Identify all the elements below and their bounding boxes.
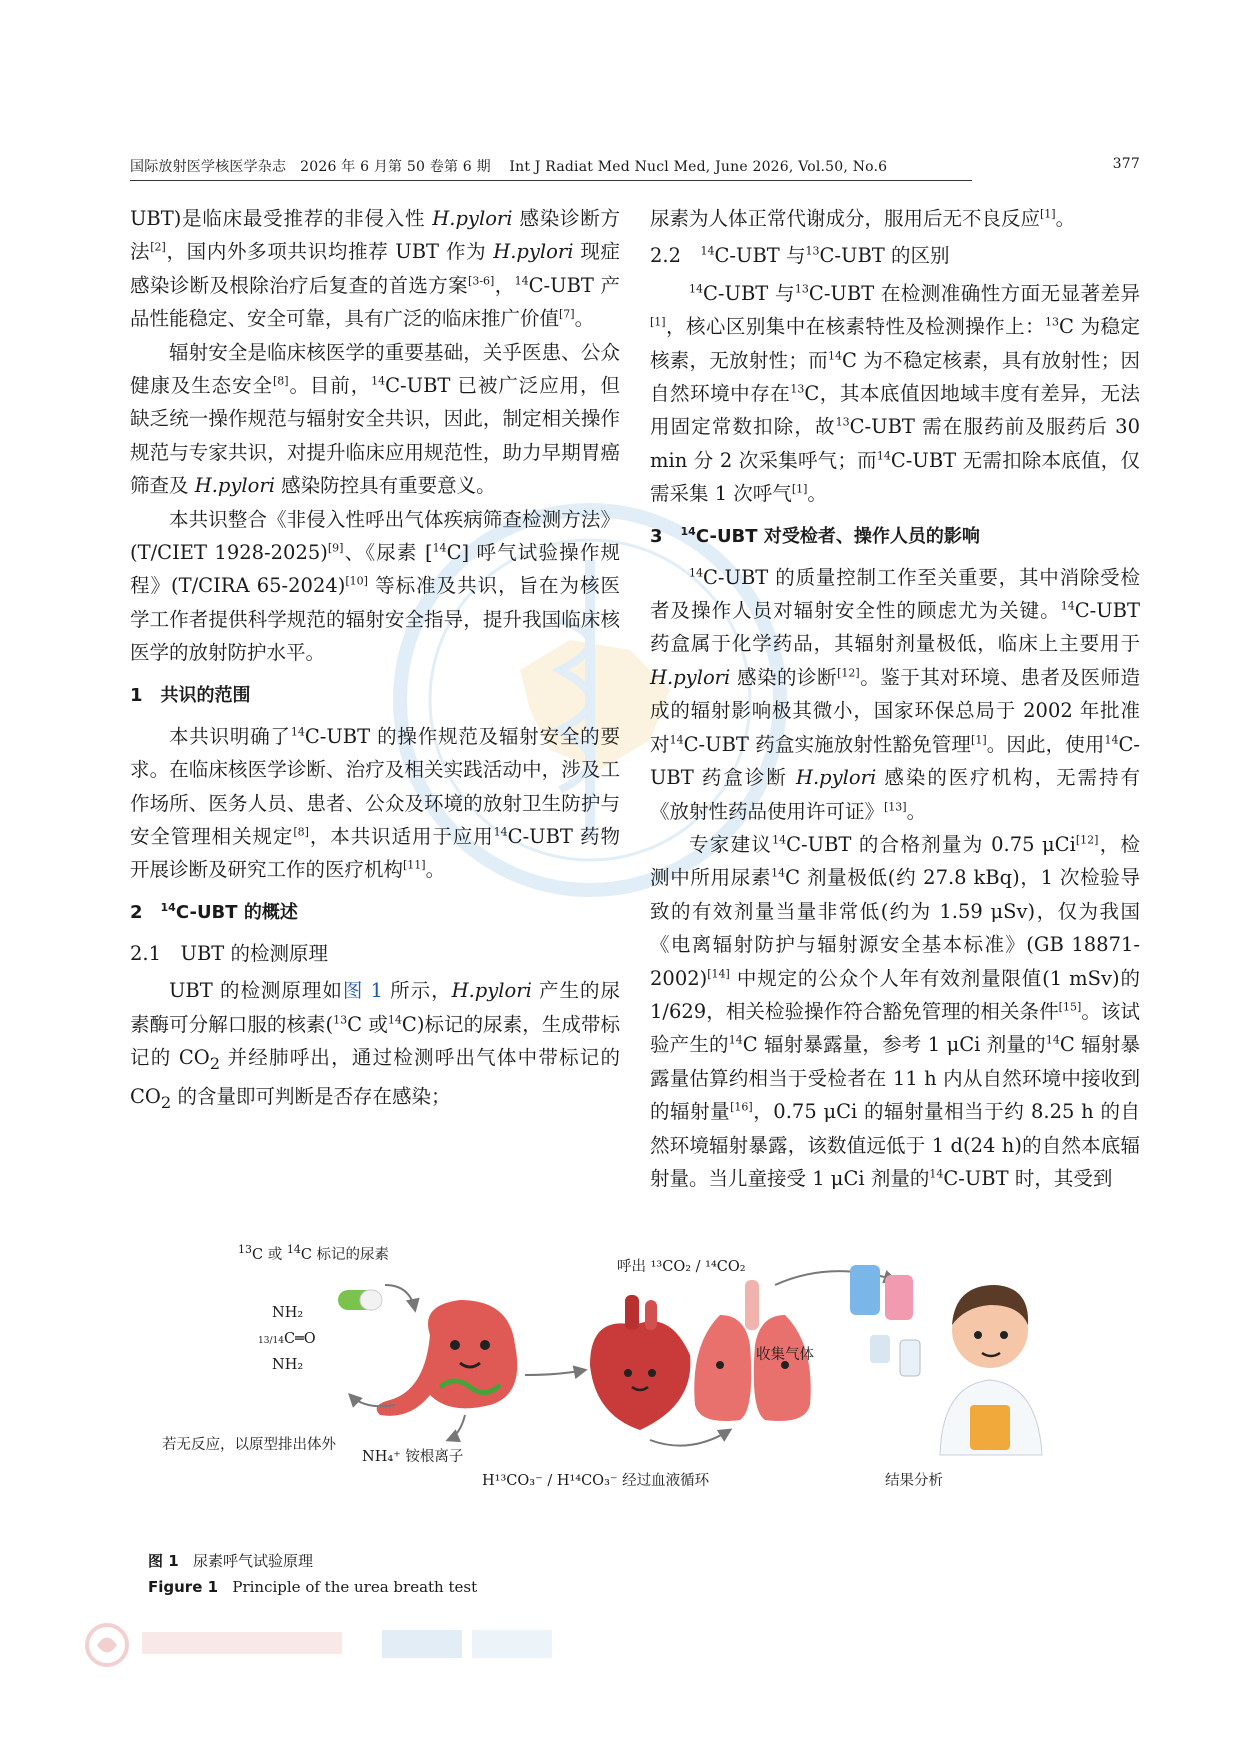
figure-label-excreted: 若无反应，以原型排出体外 <box>162 1437 336 1453</box>
citation[interactable]: [14] <box>707 967 730 981</box>
section-heading: 1 共识的范围 <box>130 684 251 706</box>
citation[interactable]: [15] <box>1058 1000 1082 1014</box>
running-header <box>130 156 1140 178</box>
figure-label-collect: 收集气体 <box>756 1347 814 1363</box>
paragraph: 专家建议$^{14}$C-UBT 的合格剂量为 0.75 μCi[12]，检测中所用尿素$^{14}$C 剂量极低(约 27.8 kBq)，1 次检验导致的有效剂量当量非常低(约为 1.59 μSv)，仅为我国《电离辐射防护与辐射源安全基本标准》(GB 18871-2002)[14] 中规定的公众个人年有效剂量限值(1 mSv)的 1/629，相关检验操作符合豁免管理的相关条件[15]。该试验产生的$^{14}$C 辐射暴露量，参考 1 μCi 剂量的$^{14}$C 辐射暴露量估算约相当于受检者在 11 h 内从自然环境中接收到的辐射量[16]，0.75 μCi 的辐射量相当于约 8.25 h 的自然环境辐射暴露，该数值远低于 1 d(24 h)的自然本底辐射量。当儿童接受 1 μCi 剂量的$^{14}$C-UBT 时，其受到 <box>650 832 1140 1190</box>
citation[interactable]: [16] <box>730 1100 753 1114</box>
doctor-icon <box>940 1285 1042 1455</box>
citation[interactable]: [9] <box>327 541 344 555</box>
page-number: 377 <box>1112 156 1140 172</box>
publisher-logo <box>82 1620 562 1670</box>
subsection-heading: 2.2 $^{14}$C-UBT 与$^{13}$C-UBT 的区别 <box>650 244 950 268</box>
heart-icon <box>590 1295 690 1430</box>
urea-formula-nh2-bottom: NH₂ <box>272 1357 304 1373</box>
capsule-icon <box>338 1290 382 1310</box>
figure-caption-cn: 图 1 尿素呼气试验原理 <box>148 1552 313 1570</box>
breath-bag-icon <box>850 1265 920 1376</box>
paragraph: $^{14}$C-UBT 的质量控制工作至关重要，其中消除受检者及操作人员对辐射安全性的顾虑尤为关键。$^{14}$C-UBT 药盒属于化学药品，其辐射剂量极低，临床上主要用于 H.pylori 感染的诊断[12]。鉴于其对环境、患者及医师造成的辐射影响极其微小，国家环保总局于 2002 年批准对$^{14}$C-UBT 药盒实施放射性豁免管理[1]。因此，使用$^{14}$C-UBT 药盒诊断 H.pylori 感染的医疗机构，无需持有《放射性药品使用许可证》[13]。 <box>650 565 1141 823</box>
figure-label-nh4: NH₄⁺ 铵根离子 <box>362 1449 464 1465</box>
journal-name-cn: 国际放射医学核医学杂志 <box>130 159 287 175</box>
figure-label-exhale: 呼出 ¹³CO₂ / ¹⁴CO₂ <box>617 1259 746 1275</box>
paragraph: 辐射安全是临床核医学的重要基础，关乎医患、公众健康及生态安全[8]。目前，$^{14}$C-UBT 已被广泛应用，但缺乏统一操作规范与辐射安全共识，因此，制定相关操作规范与专家共识，对提升临床应用规范性，助力早期胃癌筛查及 H.pylori 感染防控具有重要意义。 <box>130 340 620 498</box>
paragraph: 本共识整合《非侵入性呼出气体疾病筛查检测方法》(T/CIET 1928-2025)[9]、《尿素 [$^{14}$C] 呼气试验操作规程》(T/CIRA 65-2024)[10] 等标准及共识，旨在为核医学工作者提供科学规范的辐射安全指导，提升我国临床核医学的放射防护水平。 <box>130 507 621 665</box>
figure-1 <box>130 1243 1140 1535</box>
citation[interactable]: [8] <box>293 825 309 839</box>
figure-caption-en: Figure 1 Principle of the urea breath test <box>148 1578 478 1596</box>
paragraph: 本共识明确了$^{14}$C-UBT 的操作规范及辐射安全的要求。在临床核医学诊断、治疗及相关实践活动中，涉及工作场所、医务人员、患者、公众及环境的放射卫生防护与安全管理相关规定[8]，本共识适用于应用$^{14}$C-UBT 药物开展诊断及研究工作的医疗机构[11]。 <box>130 724 620 882</box>
paragraph: 尿素为人体正常代谢成分，服用后无不良反应[1]。 <box>650 207 1076 230</box>
section-heading: 2 $^{14}$C-UBT 的概述 <box>130 900 298 923</box>
paragraph: UBT)是临床最受推荐的非侵入性 H.pylori 感染诊断方法[2]，国内外多项共识均推荐 UBT 作为 H.pylori 现症感染诊断及根除治疗后复查的首选方案[3-6]，$^{14}$C-UBT 产品性能稳定、安全可靠，具有广泛的临床推广价值[7]。 <box>130 207 621 331</box>
stomach-icon <box>377 1300 518 1416</box>
citation[interactable]: [7] <box>559 307 575 321</box>
figure-1-illustration <box>130 1255 1140 1535</box>
issue-cn: 2026 年 6 月第 50 卷第 6 期 <box>300 159 491 175</box>
urea-formula-carbonyl: 13/14C═O <box>258 1331 316 1347</box>
urea-formula-nh2-top: NH₂ <box>272 1305 304 1321</box>
citation[interactable]: [8] <box>272 374 289 388</box>
paragraph: $^{14}$C-UBT 与$^{13}$C-UBT 在检测准确性方面无显著差异[1]，核心区别集中在核素特性及检测操作上：$^{13}$C 为稳定核素，无放射性；而$^{14}$C 为不稳定核素，具有放射性；因自然环境中存在$^{13}$C，其本底值因地域丰度有差异，无法用固定常数扣除，故$^{13}$C-UBT 需在服药前及服药后 30 min 分 2 次采集呼气；而$^{14}$C-UBT 无需扣除本底值，仅需采集 1 次呼气[1]。 <box>650 281 1140 506</box>
citation[interactable]: [1] <box>650 315 666 329</box>
figure-link[interactable]: 图 1 <box>342 979 383 1003</box>
left-column <box>130 202 620 1120</box>
right-column <box>650 202 1140 1195</box>
subsection-heading: 2.1 UBT 的检测原理 <box>130 941 328 965</box>
citation[interactable]: [1] <box>1040 207 1056 221</box>
header-rule <box>130 180 972 181</box>
section-heading: 3 $^{14}$C-UBT 对受检者、操作人员的影响 <box>650 524 980 547</box>
citation[interactable]: [12] <box>837 666 860 680</box>
citation[interactable]: [2] <box>150 240 166 254</box>
citation[interactable]: [11] <box>403 858 426 872</box>
citation[interactable]: [1] <box>971 733 987 747</box>
figure-label-result: 结果分析 <box>885 1473 943 1489</box>
running-title <box>130 156 887 176</box>
citation[interactable]: [10] <box>345 574 368 588</box>
citation[interactable]: [13] <box>884 800 907 813</box>
citation[interactable]: [3-6] <box>468 274 495 288</box>
figure-label-urea: $^{13}$C 或 $^{14}$C 标记的尿素 <box>238 1243 390 1263</box>
citation[interactable]: [1] <box>791 482 808 496</box>
paragraph: UBT 的检测原理如图 1 所示，H.pylori 产生的尿素酶可分解口服的核素($^{13}$C 或$^{14}$C)标记的尿素，生成带标记的 $CO_2$ 并经肺呼出，通过检测呼出气体中带标记的 $CO_2$ 的含量即可判断是否存在感染； <box>130 979 621 1113</box>
figure-label-bicarbonate: H¹³CO₃⁻ / H¹⁴CO₃⁻ 经过血液循环 <box>482 1473 710 1489</box>
journal-name-en: Int J Radiat Med Nucl Med, June 2026, Vol.50, No.6 <box>509 159 888 175</box>
citation[interactable]: [12] <box>1075 833 1099 847</box>
